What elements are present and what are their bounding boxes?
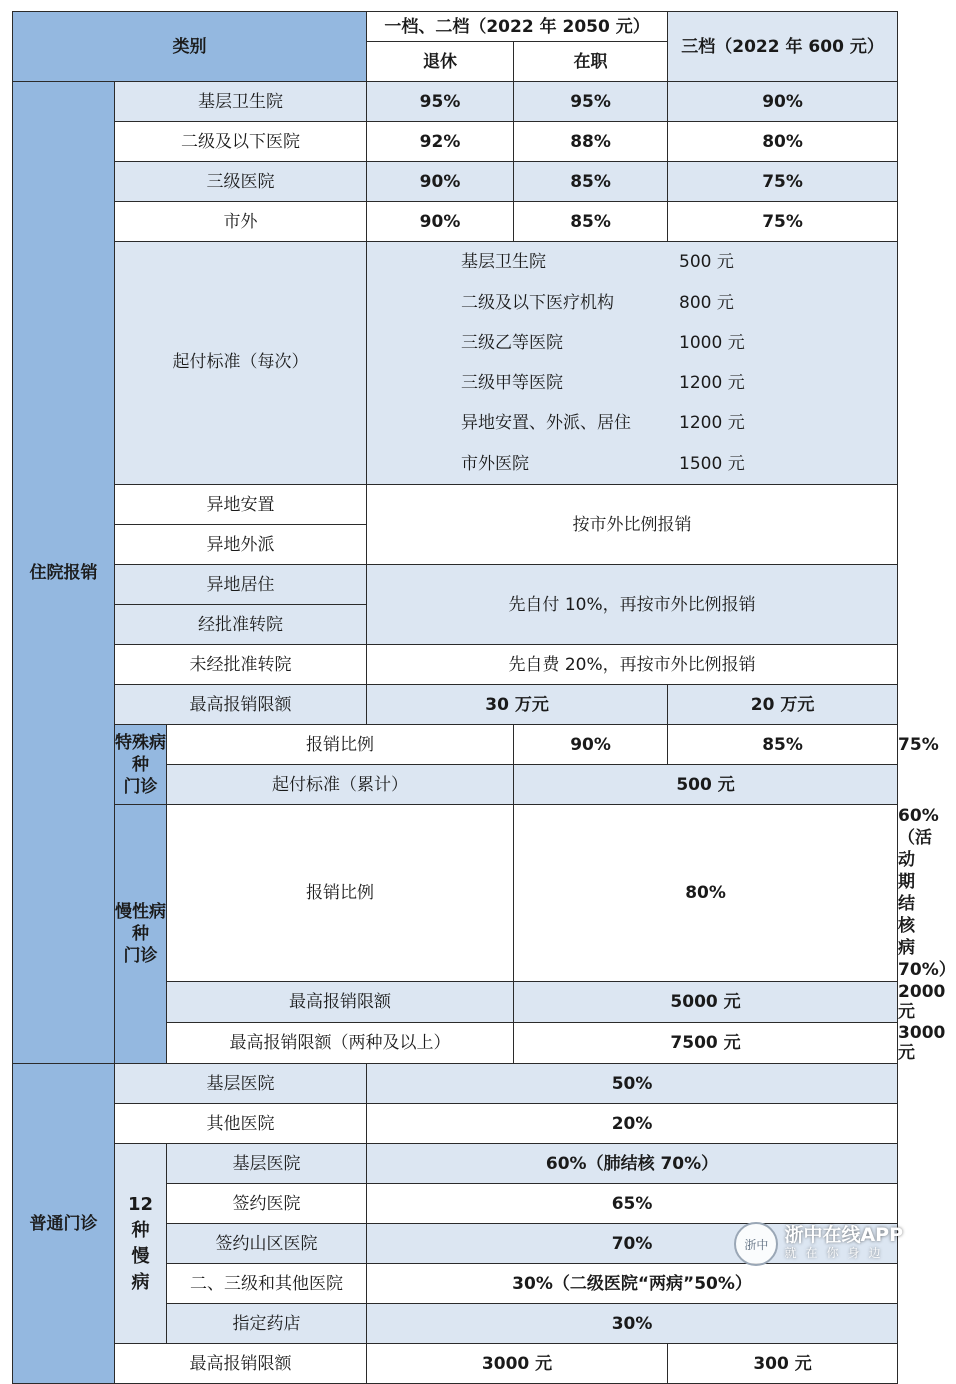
- rate-tier3: 75%: [668, 202, 898, 242]
- deductible-list: [367, 242, 898, 485]
- row-label: 最高报销限额: [115, 1344, 367, 1384]
- section-inpatient: 住院报销: [13, 82, 115, 1064]
- row-label: 签约山区医院: [167, 1224, 367, 1264]
- special-deductible: 500 元: [514, 765, 898, 805]
- general-max-tier3: 300 元: [668, 1344, 898, 1384]
- general-sub-value: 70%: [367, 1224, 898, 1264]
- row-label: 基层医院: [115, 1064, 367, 1104]
- watermark-title: 浙中在线APP: [784, 1224, 903, 1246]
- deductible-name: 基层卫生院: [461, 252, 547, 273]
- group-char: 病: [131, 1271, 150, 1293]
- row-label: 最高报销限额: [167, 982, 514, 1023]
- general-max-tier12: 3000 元: [367, 1344, 668, 1384]
- deductible-item: [367, 363, 897, 403]
- row-label: 报销比例: [167, 805, 514, 982]
- rate-employed: 88%: [514, 122, 668, 162]
- row-label: 异地居住: [115, 565, 367, 605]
- rate-retired: 95%: [367, 82, 514, 122]
- rate-retired: 90%: [514, 725, 668, 765]
- medical-insurance-table: 类别 一档、二档（2022 年 2050 元） 三档（2022 年 600 元） 退休 在职 住院报销 基层卫生院 95% 95% 90% 二级及以下医院 92% 88% 80% 三级医院 90% 85% 75% 市外 90% 85% 75% 起付标准（每次） 基层卫生院 500 元 二级及以下医疗机构 800 元 三级乙等医院 1000 元 三级甲等医院 1200 元 异地安置、外派、居住 1200 元 市外医院 1500 元 异地安置 按市外比例报销 异地外派 异地居住 先自付 10%，再按市外比例报销 经批准转院 未经批准转院 先自费 20%，再按市外比例报销 最高报销限额 30 万元 20 万元 特殊病种 门诊 报销比例 90% 85% 75% 起付标准（累计） 500 元 慢性病种 门诊 报销比例 80% 60% （活动期结核病 70%） 最高报销限额 5000 元 2000 元 最高报销限额（两种及以上） 7500 元 3000 元 普通门诊 基层医院 50% 其他医院 20% 12 种 慢 病 基层医院 60%（肺结核 70%） 签约医院 65% 签约山区医院 70% 二、三级和其他医院 30%（二级医院“两病”50%） 指定药店 30% 最高报销限额 3000 元 300 元: [12, 11, 898, 1384]
- row-label: 指定药店: [167, 1304, 367, 1344]
- watermark-subtitle: 就在你身边: [784, 1246, 890, 1260]
- general-sub-value: 30%: [367, 1304, 898, 1344]
- deductible-item: [367, 242, 897, 282]
- rate-employed: 85%: [514, 162, 668, 202]
- deductible-item: [367, 323, 897, 363]
- rate-employed: 85%: [668, 725, 898, 765]
- group-char: 种: [131, 1219, 150, 1241]
- deductible-name: 异地安置、外派、居住: [461, 413, 632, 434]
- deductible-name: 二级及以下医疗机构: [461, 292, 615, 313]
- general-sub-value: 30%（二级医院“两病”50%）: [367, 1264, 898, 1304]
- header-category: 类别: [13, 12, 367, 82]
- section-chronic-line1: 慢性病种: [115, 902, 166, 944]
- deductible-item: [367, 282, 897, 322]
- rate-tier3: 75%: [668, 162, 898, 202]
- deductible-amount: 1200 元: [679, 413, 745, 434]
- chronic-max2-tier12: 7500 元: [514, 1023, 898, 1064]
- section-special: [115, 725, 167, 805]
- general-basic-value: 50%: [367, 1064, 898, 1104]
- chronic-max-tier12: 5000 元: [514, 982, 898, 1023]
- chronic-ratio-tier12: 80%: [514, 805, 898, 982]
- row-label: 起付标准（累计）: [167, 765, 514, 805]
- deductible-name: 三级乙等医院: [461, 332, 564, 353]
- group-char: 慢: [131, 1245, 150, 1267]
- deductible-name: 三级甲等医院: [461, 373, 564, 394]
- max-tier12: 30 万元: [367, 685, 668, 725]
- rule-self10: 先自付 10%，再按市外比例报销: [367, 565, 898, 645]
- deductible-amount: 500 元: [679, 252, 734, 273]
- row-label: 二、三级和其他医院: [167, 1264, 367, 1304]
- row-label: 二级及以下医院: [115, 122, 367, 162]
- rate-retired: 90%: [367, 162, 514, 202]
- row-label: 三级医院: [115, 162, 367, 202]
- section-chronic-line2: 门诊: [123, 946, 158, 966]
- deductible-amount: 1500 元: [679, 453, 745, 474]
- max-tier3: 20 万元: [668, 685, 898, 725]
- general-sub-value: 60%（肺结核 70%）: [367, 1144, 898, 1184]
- rate-tier3: 80%: [668, 122, 898, 162]
- watermark-text: [784, 1226, 903, 1262]
- row-label: 未经批准转院: [115, 645, 367, 685]
- rate-retired: 92%: [367, 122, 514, 162]
- row-label: 经批准转院: [115, 605, 367, 645]
- section-special-line2: 门诊: [123, 776, 158, 797]
- deductible-label: [115, 242, 367, 485]
- section-chronic: [115, 805, 167, 1064]
- deductible-amount: 1200 元: [679, 373, 745, 394]
- app-logo-icon: 浙中: [734, 1222, 778, 1266]
- header-tier3: 三档（2022 年 600 元）: [668, 12, 898, 82]
- row-label: 签约医院: [167, 1184, 367, 1224]
- section-general: 普通门诊: [13, 1064, 115, 1384]
- group-char: 12: [127, 1193, 154, 1215]
- rate-retired: 90%: [367, 202, 514, 242]
- deductible-item: [367, 403, 897, 443]
- rule-self20: 先自费 20%，再按市外比例报销: [367, 645, 898, 685]
- deductible-item: [367, 444, 897, 484]
- deductible-amount: 1000 元: [679, 332, 745, 353]
- general-sub-value: 65%: [367, 1184, 898, 1224]
- general-other-value: 20%: [367, 1104, 898, 1144]
- row-label: 其他医院: [115, 1104, 367, 1144]
- row-label: 最高报销限额: [115, 685, 367, 725]
- header-employed: 在职: [514, 42, 668, 82]
- row-label: 基层医院: [167, 1144, 367, 1184]
- deductible-amount: 800 元: [679, 292, 734, 313]
- chronic-group-label: [115, 1144, 167, 1344]
- app-watermark: [734, 1222, 903, 1266]
- rate-tier3: 90%: [668, 82, 898, 122]
- header-tier12: 一档、二档（2022 年 2050 元）: [367, 12, 668, 42]
- rate-employed: 95%: [514, 82, 668, 122]
- row-label: 报销比例: [167, 725, 514, 765]
- section-special-line1: 特殊病种: [115, 732, 166, 775]
- row-label: 异地外派: [115, 525, 367, 565]
- rule-outside: 按市外比例报销: [367, 485, 898, 565]
- header-retired: 退休: [367, 42, 514, 82]
- rate-employed: 85%: [514, 202, 668, 242]
- row-label: 市外: [115, 202, 367, 242]
- row-label: 基层卫生院: [115, 82, 367, 122]
- row-label: 最高报销限额（两种及以上）: [167, 1023, 514, 1064]
- deductible-name: 市外医院: [461, 453, 530, 474]
- deductible-label-text: 起付标准（每次）: [172, 352, 309, 372]
- row-label: 异地安置: [115, 485, 367, 525]
